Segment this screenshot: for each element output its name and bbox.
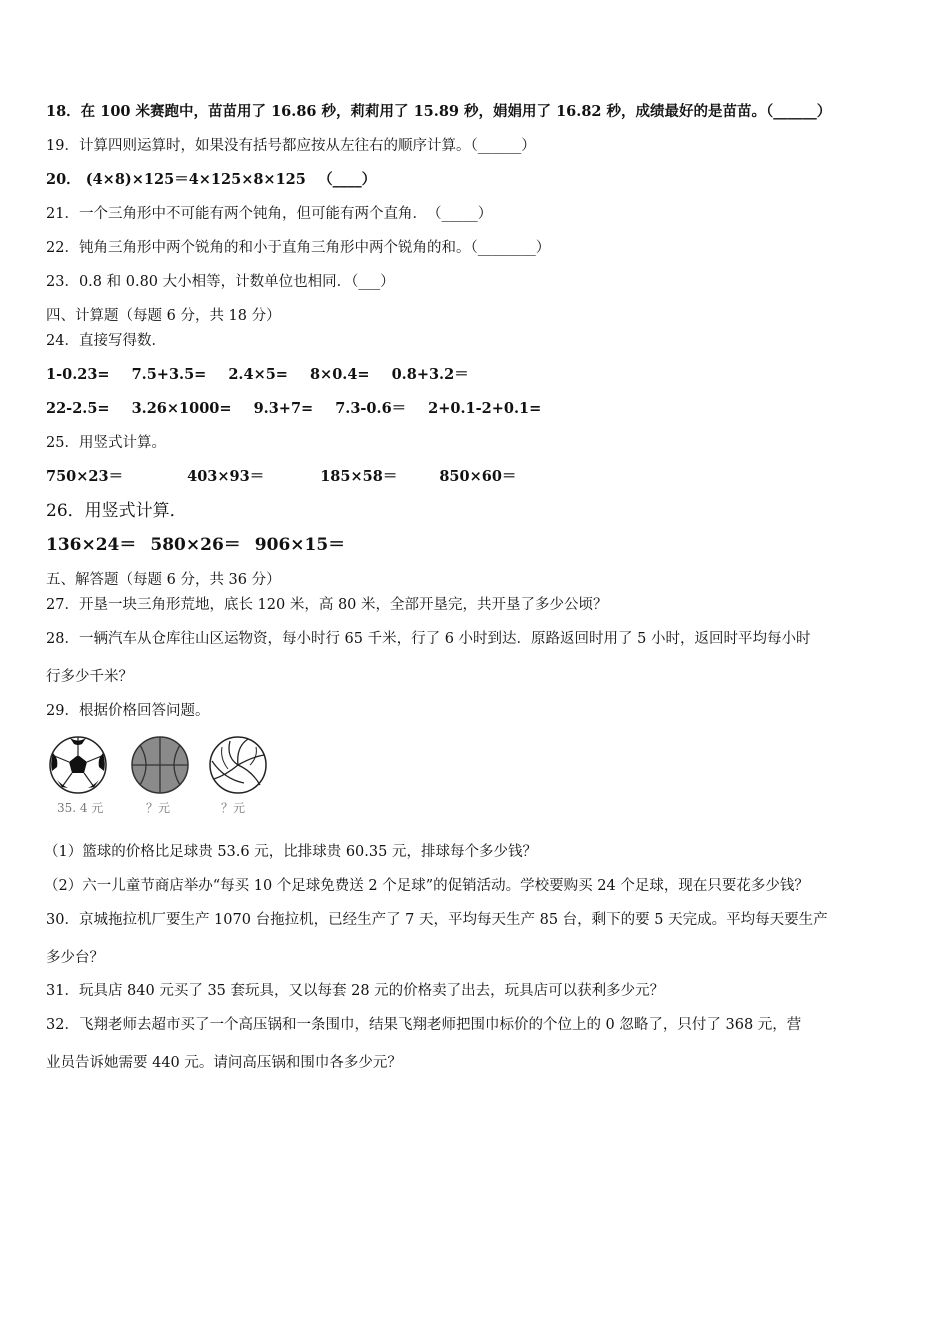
question-29-part-2: （2）六一儿童节商店举办“每买 10 个足球免费送 2 个足球”的促销活动。学校要购买 24 个足球，现在只要花多少钱？ — [44, 878, 809, 894]
question-24: 24．直接写得数． — [46, 333, 166, 349]
section-5-heading: 五、解答题（每题 6 分，共 36 分） — [46, 572, 281, 588]
question-30-line-2: 多少台？ — [46, 950, 104, 966]
question-27: 27．开垦一块三角形荒地，底长 120 米，高 80 米，全部开垦完，共开垦了多少公顷？ — [46, 597, 608, 613]
basketball-icon — [130, 735, 190, 795]
calc-item: 0.8+3.2＝ — [391, 366, 469, 383]
football-price: 35. 4 元 — [57, 801, 104, 815]
question-25: 25．用竖式计算。 — [46, 435, 166, 451]
question-28-line-2: 行多少千米？ — [46, 669, 133, 685]
question-26: 26．用竖式计算． — [46, 501, 187, 521]
question-22: 22．钝角三角形中两个锐角的和小于直角三角形中两个锐角的和。（________） — [46, 240, 551, 256]
question-21: 21．一个三角形中不可能有两个钝角，但可能有两个直角． （_____） — [46, 206, 493, 222]
question-19: 19．计算四则运算时，如果没有括号都应按从左往右的顺序计算。（______） — [46, 138, 536, 154]
football-icon — [48, 735, 108, 795]
question-32-line-2: 业员告诉她需要 440 元。请问高压锅和围巾各多少元？ — [46, 1055, 402, 1071]
calc-item: 185×58＝ — [320, 468, 398, 485]
volleyball-icon — [208, 735, 268, 795]
calc-item: 906×15＝ — [254, 535, 346, 555]
calc-item: 403×93＝ — [187, 468, 265, 485]
question-29: 29．根据价格回答问题。 — [46, 703, 210, 719]
calc-25-row — [46, 467, 920, 487]
question-23: 23．0.8 和 0.80 大小相等，计数单位也相同．（___） — [46, 274, 395, 290]
calc-item: 9.3+7= — [253, 400, 314, 417]
question-18: 18．在 100 米赛跑中，苗苗用了 16.86 秒，莉莉用了 15.89 秒，娟娟用了 16.82 秒，成绩最好的是苗苗。（______） — [46, 103, 832, 120]
calc-item: 3.26×1000= — [131, 400, 232, 417]
basketball-price: ？元 — [146, 801, 171, 815]
question-31: 31．玩具店 840 元买了 35 套玩具，又以每套 28 元的价格卖了出去，玩具店可以获利多少元？ — [46, 983, 665, 999]
calc-item: 7.3-0.6＝ — [335, 400, 407, 417]
volleyball-price: ？元 — [221, 801, 246, 815]
calc-item: 850×60＝ — [439, 468, 517, 485]
calc-item: 2+0.1-2+0.1= — [428, 400, 542, 417]
calc-item: 750×23＝ — [46, 468, 124, 485]
question-32-line-1: 32．飞翔老师去超市买了一个高压锅和一条围巾，结果飞翔老师把围巾标价的个位上的 0 忽略了，只付了 368 元，营 — [46, 1017, 802, 1033]
calc-item: 136×24＝ — [46, 535, 137, 555]
calc-item: 22-2.5= — [46, 400, 110, 417]
ball-price-figure — [48, 735, 288, 825]
calc-item: 2.4×5= — [228, 366, 288, 383]
calc-item: 1-0.23= — [46, 366, 110, 383]
calc-26-row — [46, 535, 920, 555]
calc-item: 580×26＝ — [150, 535, 241, 555]
question-29-part-1: （1）篮球的价格比足球贵 53.6 元，比排球贵 60.35 元，排球每个多少钱？ — [44, 844, 537, 860]
question-30-line-1: 30．京城拖拉机厂要生产 1070 台拖拉机，已经生产了 7 天，平均每天生产 85 台，剩下的要 5 天完成。平均每天要生产 — [46, 912, 828, 928]
question-28-line-1: 28．一辆汽车从仓库往山区运物资，每小时行 65 千米，行了 6 小时到达．原路返回时用了 5 小时，返回时平均每小时 — [46, 631, 811, 647]
calc-24-row-1 — [46, 365, 920, 385]
section-4-heading: 四、计算题（每题 6 分，共 18 分） — [46, 308, 281, 324]
calc-item: 7.5+3.5= — [131, 366, 207, 383]
calc-item: 8×0.4= — [309, 366, 370, 383]
calc-24-row-2 — [46, 399, 920, 419]
question-20: 20． (4×8)×125＝4×125×8×125 （____） — [46, 171, 377, 188]
